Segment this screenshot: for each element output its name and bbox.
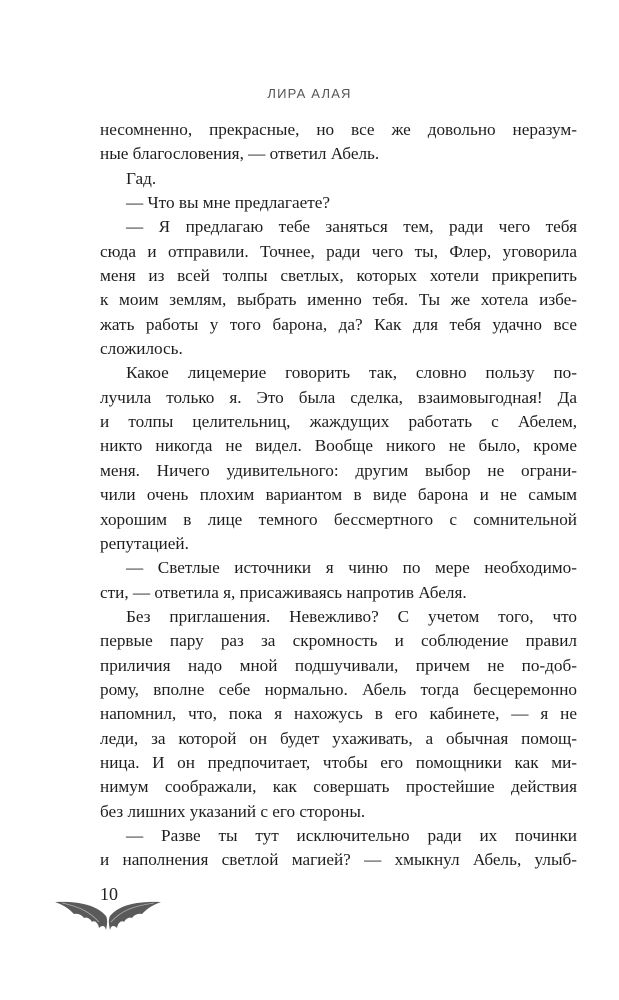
text-line: — Светлые источники я чиню по мере необходимо- bbox=[126, 558, 577, 578]
text-line: без лишних указаний с его стороны. bbox=[100, 801, 366, 821]
text-line: — Разве ты тут исключительно ради их починки bbox=[126, 825, 577, 845]
text-line: леди, за которой он будет ухаживать, а обычная помощ- bbox=[100, 728, 577, 748]
text-line: хорошим в лице темного бессмертного с сомнительной bbox=[100, 509, 577, 529]
text-line: жать работы у того барона, да? Как для тебя удачно все bbox=[100, 314, 577, 334]
text-line: никто никогда не видел. Вообще никого не было, кроме bbox=[100, 436, 577, 456]
text-line: и наполнения светлой магией? — хмыкнул Абель, улыб- bbox=[100, 850, 577, 870]
text-line: приличия надо мной подшучивали, причем не по-доб- bbox=[100, 655, 577, 675]
text-line: сти, — ответила я, присаживаясь напротив Абеля. bbox=[100, 582, 467, 602]
text-line: Без приглашения. Невежливо? С учетом того, что bbox=[126, 606, 577, 626]
text-line: несомненно, прекрасные, но все же довольно неразум- bbox=[100, 120, 577, 139]
text-line: ные благословения, — ответил Абель. bbox=[100, 144, 380, 164]
page-number: 10 bbox=[100, 884, 118, 904]
text-line: напомнил, что, пока я нахожусь в его кабинете, — я не bbox=[100, 704, 577, 724]
text-line: лучила только я. Это была сделка, взаимовыгодная! Да bbox=[100, 387, 577, 407]
text-line: рому, вполне себе нормально. Абель тогда бесцеремонно bbox=[100, 679, 577, 699]
text-line: репутацией. bbox=[100, 533, 189, 553]
text-line: сложилось. bbox=[100, 339, 183, 359]
text-line: ница. И он предпочитает, чтобы его помощники как ми- bbox=[100, 752, 577, 772]
bat-wings-icon bbox=[52, 892, 164, 936]
text-line: первые пару раз за скромность и соблюдение правил bbox=[100, 631, 577, 651]
text-line: — Что вы мне предлагаете? bbox=[126, 193, 331, 213]
text-line: сюда и отправили. Точнее, ради чего ты, Флер, уговорила bbox=[100, 241, 577, 261]
text-line: нимум соображали, как совершать простейшие действия bbox=[100, 777, 577, 797]
text-line: к моим землям, выбрать именно тебя. Ты же хотела избе- bbox=[100, 290, 577, 310]
text-line: Какое лицемерие говорить так, словно пользу по- bbox=[126, 363, 577, 383]
body-text bbox=[100, 118, 577, 873]
text-line: — Я предлагаю тебе заняться тем, ради чего тебя bbox=[126, 217, 577, 237]
text-line: и толпы целительниц, жаждущих работать с Абелем, bbox=[100, 412, 577, 432]
text-line: меня из всей толпы светлых, которых хотели прикрепить bbox=[100, 266, 577, 286]
running-head: ЛИРА АЛАЯ bbox=[267, 86, 352, 101]
text-line: меня. Ничего удивительного: другим выбор не ограни- bbox=[100, 460, 577, 480]
text-line: Гад. bbox=[126, 168, 157, 188]
text-line: чили очень плохим вариантом в виде барона и не самым bbox=[100, 485, 577, 505]
